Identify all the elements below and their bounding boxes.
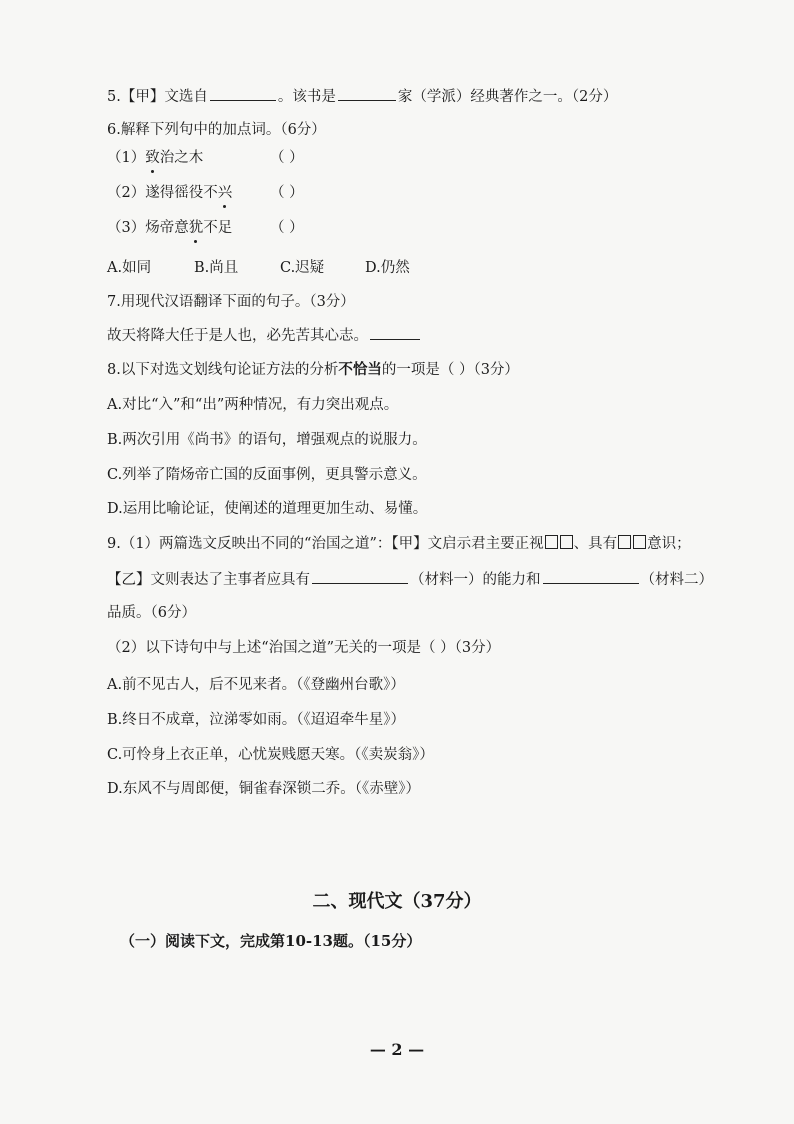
question-9-sub-2: （2）以下诗句中与上述“治国之道”无关的一项是（ ）（3分） xyxy=(107,640,501,656)
question-8-option-c: C.列举了隋炀帝亡国的反面事例，更具警示意义。 xyxy=(107,467,427,483)
question-6-option-d: D.仍然 xyxy=(365,260,410,276)
question-9-line-1: 9.（1）两篇选文反映出不同的“治国之道”：【甲】文启示君主要正视 、具有 意识； xyxy=(107,536,691,552)
answer-box[interactable] xyxy=(618,535,631,549)
answer-box[interactable] xyxy=(633,535,646,549)
question-7-sentence: 故天将降大任于是人也，必先苦其心志。 xyxy=(107,325,422,346)
question-9-option-a: A.前不见古人，后不见来者。（《登幽州台歌》） xyxy=(107,677,405,693)
question-8-option-a: A.对比“入”和“出”两种情况，有力突出观点。 xyxy=(107,397,399,413)
answer-box[interactable] xyxy=(560,535,573,549)
answer-blank[interactable] xyxy=(370,325,420,340)
question-9-line-2: 【乙】文则表达了主事者应具有 （材料一）的能力和 （材料二） xyxy=(107,569,713,590)
question-9-option-c: C.可怜身上衣正单，心忧炭贱愿天寒。（《卖炭翁》） xyxy=(107,747,434,763)
question-8-option-b: B.两次引用《尚书》的语句，增强观点的说服力。 xyxy=(107,432,427,448)
answer-blank[interactable] xyxy=(338,86,396,101)
dotted-word: 兴 xyxy=(217,185,233,201)
question-6-item-3: （3）炀帝意犹不足 xyxy=(107,220,233,236)
answer-blank[interactable] xyxy=(312,569,408,584)
bleed-through-text xyxy=(520,130,531,146)
answer-box[interactable] xyxy=(545,535,558,549)
answer-blank[interactable] xyxy=(210,86,276,101)
question-9-line-3: 品质。（6分） xyxy=(107,605,196,621)
question-6-item-2: （2）遂得徭役不兴 xyxy=(107,185,233,201)
question-6-option-c: C.迟疑 xyxy=(280,260,325,276)
answer-parens[interactable]: （ ） xyxy=(270,185,304,201)
question-8-option-d: D.运用比喻论证，使阐述的道理更加生动、易懂。 xyxy=(107,501,428,517)
question-6-option-b: B.尚且 xyxy=(194,260,239,276)
question-6-option-a: A.如同 xyxy=(107,260,152,276)
answer-parens[interactable]: （ ） xyxy=(270,220,304,236)
page-number: — 2 — xyxy=(369,1040,425,1059)
section-title: 二、现代文（37分） xyxy=(312,891,482,912)
question-5: 5.【甲】文选自 。该书是 家（学派）经典著作之一。（2分） xyxy=(107,86,617,107)
section-subtitle: （一）阅读下文，完成第10-13题。（15分） xyxy=(120,932,422,950)
question-6-item-1: （1）致治之木 xyxy=(107,150,204,166)
question-8-stem: 8.以下对选文划线句论证方法的分析不恰当的一项是（ ）（3分） xyxy=(107,361,519,378)
answer-blank[interactable] xyxy=(543,569,639,584)
dotted-word: 犹 xyxy=(188,220,204,236)
question-7-stem: 7.用现代汉语翻译下面的句子。（3分） xyxy=(107,294,355,310)
question-9-option-b: B.终日不成章，泣涕零如雨。（《迢迢牵牛星》） xyxy=(107,712,406,728)
question-6-stem: 6.解释下列句中的加点词。（6分） xyxy=(107,122,326,138)
dotted-word: 致 xyxy=(145,150,160,166)
answer-parens[interactable]: （ ） xyxy=(270,150,304,166)
question-9-option-d: D.东风不与周郎便，铜雀春深锁二乔。（《赤壁》） xyxy=(107,781,420,797)
